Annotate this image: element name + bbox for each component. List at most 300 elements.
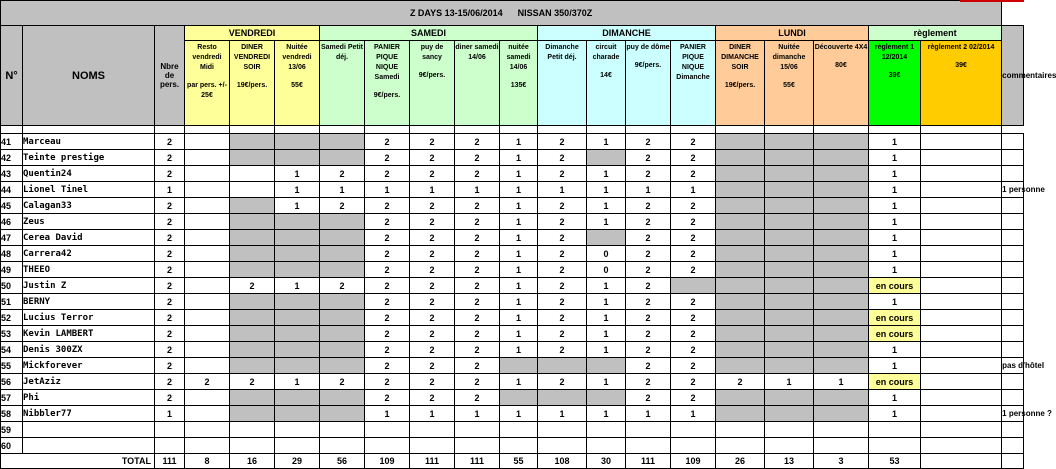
cell-value[interactable]: 2	[320, 198, 365, 214]
cell-nbre[interactable]: 2	[155, 262, 185, 278]
cell-value[interactable]: 1	[587, 198, 626, 214]
cell-value[interactable]	[921, 246, 1002, 262]
cell-value[interactable]	[185, 278, 230, 294]
cell-value[interactable]: 2	[410, 278, 455, 294]
total-cell[interactable]: 53	[869, 454, 921, 469]
cell-value[interactable]: 2	[365, 262, 410, 278]
cell-empty-grey[interactable]	[500, 390, 538, 406]
cell-value[interactable]	[921, 198, 1002, 214]
cell-number[interactable]: 43	[1, 166, 23, 182]
cell-empty-grey[interactable]	[275, 358, 320, 374]
cell-value[interactable]	[185, 390, 230, 406]
cell-commentaire[interactable]	[1002, 166, 1024, 182]
cell-empty-grey[interactable]	[765, 214, 814, 230]
cell-value[interactable]: 2	[455, 278, 500, 294]
cell-name[interactable]	[23, 422, 155, 438]
cell-value[interactable]: 1	[869, 230, 921, 246]
cell-empty-grey[interactable]	[765, 230, 814, 246]
cell-value[interactable]: 1	[587, 294, 626, 310]
cell-value[interactable]: 1	[869, 358, 921, 374]
cell-value[interactable]	[921, 342, 1002, 358]
cell-number[interactable]: 41	[1, 134, 23, 150]
cell-value[interactable]: 1	[500, 198, 538, 214]
cell-commentaire[interactable]: 1 personne	[1002, 182, 1024, 198]
cell-empty-grey[interactable]	[230, 406, 275, 422]
cell-value[interactable]: 1	[587, 310, 626, 326]
cell-value[interactable]	[921, 406, 1002, 422]
header-commentaires[interactable]: commentaires	[1002, 26, 1024, 126]
cell-value[interactable]	[814, 422, 869, 438]
subheader-cell[interactable]	[587, 41, 626, 126]
subheader-cell[interactable]	[320, 41, 365, 126]
cell-value[interactable]: 1	[869, 198, 921, 214]
cell-value[interactable]: 2	[626, 374, 671, 390]
cell-value[interactable]: 1	[538, 182, 587, 198]
cell-value[interactable]: 2	[455, 326, 500, 342]
cell-value[interactable]: 1	[869, 134, 921, 150]
cell-value[interactable]: 2	[538, 198, 587, 214]
cell-value[interactable]: 2	[671, 134, 716, 150]
cell-nbre[interactable]: 1	[155, 406, 185, 422]
cell-commentaire[interactable]: pas d'hôtel	[1002, 358, 1024, 374]
cell-commentaire[interactable]	[1002, 294, 1024, 310]
cell-value[interactable]: 2	[410, 246, 455, 262]
cell-number[interactable]: 54	[1, 342, 23, 358]
cell-value[interactable]	[921, 262, 1002, 278]
cell-value[interactable]: 1	[365, 406, 410, 422]
cell-value[interactable]	[765, 422, 814, 438]
cell-empty-grey[interactable]	[275, 246, 320, 262]
total-cell[interactable]: 3	[814, 454, 869, 469]
cell-name[interactable]: Lionel Tinel	[23, 182, 155, 198]
cell-commentaire[interactable]	[1002, 198, 1024, 214]
cell-value[interactable]: 2	[410, 326, 455, 342]
cell-empty-grey[interactable]	[230, 246, 275, 262]
cell-empty-grey[interactable]	[765, 166, 814, 182]
cell-value[interactable]: 1	[500, 134, 538, 150]
cell-name[interactable]	[23, 438, 155, 454]
cell-value[interactable]	[814, 438, 869, 454]
cell-name[interactable]: BERNY	[23, 294, 155, 310]
cell-commentaire[interactable]	[1002, 134, 1024, 150]
cell-empty-grey[interactable]	[275, 390, 320, 406]
cell-empty-grey[interactable]	[587, 390, 626, 406]
cell-value[interactable]: 2	[626, 390, 671, 406]
cell-empty-grey[interactable]	[275, 406, 320, 422]
cell-commentaire[interactable]: 1 personne ?	[1002, 406, 1024, 422]
subheader-cell[interactable]	[365, 41, 410, 126]
cell-value[interactable]: 0	[587, 246, 626, 262]
cell-value[interactable]: 2	[626, 134, 671, 150]
cell-empty-grey[interactable]	[716, 166, 765, 182]
cell-value[interactable]: 2	[365, 246, 410, 262]
cell-empty-grey[interactable]	[814, 310, 869, 326]
cell-empty-grey[interactable]	[230, 390, 275, 406]
cell-value[interactable]: 2	[626, 166, 671, 182]
cell-empty-grey[interactable]	[320, 342, 365, 358]
cell-empty-grey[interactable]	[230, 358, 275, 374]
cell-value[interactable]: 2	[455, 134, 500, 150]
cell-empty-grey[interactable]	[765, 278, 814, 294]
cell-value[interactable]	[587, 438, 626, 454]
cell-value[interactable]: 2	[626, 150, 671, 166]
cell-empty-grey[interactable]	[320, 134, 365, 150]
cell-empty-grey[interactable]	[716, 182, 765, 198]
cell-value[interactable]: 2	[671, 214, 716, 230]
cell-empty-grey[interactable]	[275, 150, 320, 166]
total-cell[interactable]: 55	[500, 454, 538, 469]
cell-value[interactable]: 1	[365, 182, 410, 198]
cell-number[interactable]: 55	[1, 358, 23, 374]
cell-empty-grey[interactable]	[716, 342, 765, 358]
cell-value[interactable]: 2	[538, 166, 587, 182]
cell-value[interactable]: 2	[538, 150, 587, 166]
cell-empty-grey[interactable]	[814, 230, 869, 246]
cell-value[interactable]: 2	[455, 198, 500, 214]
cell-value[interactable]: 1	[626, 182, 671, 198]
cell-value[interactable]: 1	[671, 406, 716, 422]
cell-name[interactable]: Lucius Terror	[23, 310, 155, 326]
cell-empty-grey[interactable]	[320, 310, 365, 326]
cell-value[interactable]: 1	[626, 406, 671, 422]
cell-value[interactable]	[921, 214, 1002, 230]
cell-value[interactable]	[185, 438, 230, 454]
cell-value[interactable]	[921, 438, 1002, 454]
cell-value[interactable]: 2	[455, 230, 500, 246]
cell-value[interactable]	[185, 422, 230, 438]
cell-nbre[interactable]: 2	[155, 198, 185, 214]
cell-number[interactable]: 57	[1, 390, 23, 406]
cell-commentaire[interactable]	[1002, 150, 1024, 166]
cell-number[interactable]: 53	[1, 326, 23, 342]
cell-empty-grey[interactable]	[814, 390, 869, 406]
cell-empty-grey[interactable]	[230, 214, 275, 230]
cell-empty-grey[interactable]	[765, 134, 814, 150]
cell-value[interactable]	[275, 422, 320, 438]
cell-value[interactable]: 1	[500, 214, 538, 230]
cell-value[interactable]: 2	[455, 214, 500, 230]
cell-value[interactable]: 2	[365, 326, 410, 342]
cell-nbre[interactable]	[155, 422, 185, 438]
cell-value[interactable]	[410, 438, 455, 454]
cell-value[interactable]	[921, 230, 1002, 246]
cell-value[interactable]: 1	[587, 342, 626, 358]
cell-reglement-status[interactable]: en cours	[869, 326, 921, 342]
subheader-cell[interactable]	[230, 41, 275, 126]
cell-value[interactable]: 1	[275, 198, 320, 214]
cell-value[interactable]	[185, 134, 230, 150]
cell-value[interactable]	[921, 374, 1002, 390]
cell-commentaire[interactable]	[1002, 390, 1024, 406]
cell-value[interactable]: 2	[455, 310, 500, 326]
cell-empty-grey[interactable]	[538, 390, 587, 406]
cell-value[interactable]: 1	[500, 262, 538, 278]
cell-empty-grey[interactable]	[765, 390, 814, 406]
cell-nbre[interactable]: 2	[155, 246, 185, 262]
total-nbre[interactable]: 111	[155, 454, 185, 469]
cell-value[interactable]: 2	[410, 134, 455, 150]
header-group-reglement[interactable]: règlement	[869, 26, 1002, 41]
cell-name[interactable]: Kevin LAMBERT	[23, 326, 155, 342]
cell-nbre[interactable]: 2	[155, 166, 185, 182]
cell-value[interactable]: 2	[626, 326, 671, 342]
cell-value[interactable]: 1	[587, 374, 626, 390]
cell-empty-grey[interactable]	[814, 182, 869, 198]
cell-empty-grey[interactable]	[814, 358, 869, 374]
cell-value[interactable]	[185, 198, 230, 214]
cell-value[interactable]	[869, 422, 921, 438]
cell-value[interactable]: 2	[365, 342, 410, 358]
cell-value[interactable]: 2	[538, 134, 587, 150]
subheader-cell[interactable]	[538, 41, 587, 126]
cell-value[interactable]: 1	[500, 406, 538, 422]
cell-empty-grey[interactable]	[814, 278, 869, 294]
cell-value[interactable]: 1	[814, 374, 869, 390]
cell-nbre[interactable]: 2	[155, 358, 185, 374]
cell-empty-grey[interactable]	[230, 198, 275, 214]
cell-reglement-status[interactable]: en cours	[869, 374, 921, 390]
cell-empty-grey[interactable]	[814, 342, 869, 358]
cell-value[interactable]: 1	[275, 278, 320, 294]
cell-empty-grey[interactable]	[230, 310, 275, 326]
cell-name[interactable]: Quentin24	[23, 166, 155, 182]
cell-empty-grey[interactable]	[275, 262, 320, 278]
cell-number[interactable]: 51	[1, 294, 23, 310]
cell-value[interactable]: 2	[455, 342, 500, 358]
cell-value[interactable]	[185, 214, 230, 230]
cell-value[interactable]: 2	[455, 166, 500, 182]
cell-number[interactable]: 46	[1, 214, 23, 230]
subheader-cell[interactable]	[814, 41, 869, 126]
cell-value[interactable]: 2	[455, 246, 500, 262]
cell-nbre[interactable]: 2	[155, 310, 185, 326]
cell-nbre[interactable]: 2	[155, 342, 185, 358]
total-cell[interactable]: 13	[765, 454, 814, 469]
cell-value[interactable]	[921, 278, 1002, 294]
cell-value[interactable]: 1	[500, 326, 538, 342]
cell-empty-grey[interactable]	[716, 198, 765, 214]
cell-name[interactable]: Nibbler77	[23, 406, 155, 422]
total-cell[interactable]: 111	[410, 454, 455, 469]
header-noms[interactable]: NOMS	[23, 26, 155, 126]
cell-value[interactable]: 2	[455, 358, 500, 374]
total-cell[interactable]: 111	[455, 454, 500, 469]
cell-value[interactable]	[185, 406, 230, 422]
cell-empty-grey[interactable]	[275, 134, 320, 150]
cell-number[interactable]: 50	[1, 278, 23, 294]
cell-commentaire[interactable]	[1002, 214, 1024, 230]
cell-value[interactable]	[185, 358, 230, 374]
cell-empty-grey[interactable]	[814, 262, 869, 278]
cell-value[interactable]	[230, 422, 275, 438]
cell-value[interactable]: 1	[587, 134, 626, 150]
cell-number[interactable]: 47	[1, 230, 23, 246]
cell-value[interactable]: 2	[410, 198, 455, 214]
cell-empty-grey[interactable]	[716, 150, 765, 166]
cell-value[interactable]: 2	[538, 262, 587, 278]
subheader-cell[interactable]	[500, 41, 538, 126]
cell-name[interactable]: Cerea David	[23, 230, 155, 246]
cell-empty-grey[interactable]	[814, 198, 869, 214]
cell-value[interactable]: 2	[365, 278, 410, 294]
cell-value[interactable]: 1	[587, 278, 626, 294]
cell-value[interactable]: 1	[587, 166, 626, 182]
cell-value[interactable]	[921, 166, 1002, 182]
cell-value[interactable]: 2	[538, 230, 587, 246]
cell-value[interactable]	[185, 342, 230, 358]
subheader-cell[interactable]	[626, 41, 671, 126]
cell-value[interactable]	[671, 438, 716, 454]
cell-empty-grey[interactable]	[230, 294, 275, 310]
total-cell[interactable]: 109	[365, 454, 410, 469]
cell-empty-grey[interactable]	[320, 150, 365, 166]
cell-value[interactable]: 2	[671, 150, 716, 166]
cell-empty-grey[interactable]	[716, 134, 765, 150]
cell-value[interactable]	[921, 358, 1002, 374]
header-group-samedi[interactable]: SAMEDI	[320, 26, 538, 41]
cell-value[interactable]	[230, 182, 275, 198]
cell-value[interactable]: 1	[587, 326, 626, 342]
cell-value[interactable]	[455, 422, 500, 438]
cell-value[interactable]	[320, 438, 365, 454]
cell-value[interactable]	[410, 422, 455, 438]
cell-value[interactable]	[921, 390, 1002, 406]
cell-empty-grey[interactable]	[275, 342, 320, 358]
total-cell[interactable]: 29	[275, 454, 320, 469]
cell-nbre[interactable]: 2	[155, 230, 185, 246]
cell-empty-grey[interactable]	[765, 326, 814, 342]
cell-value[interactable]: 2	[365, 374, 410, 390]
cell-value[interactable]	[185, 182, 230, 198]
cell-empty-grey[interactable]	[587, 230, 626, 246]
cell-value[interactable]	[587, 422, 626, 438]
cell-empty-grey[interactable]	[275, 326, 320, 342]
cell-value[interactable]	[671, 422, 716, 438]
cell-value[interactable]: 2	[365, 310, 410, 326]
cell-empty-grey[interactable]	[765, 358, 814, 374]
cell-value[interactable]: 2	[538, 326, 587, 342]
total-label[interactable]: TOTAL	[1, 454, 155, 469]
cell-commentaire[interactable]	[1002, 262, 1024, 278]
cell-empty-grey[interactable]	[765, 182, 814, 198]
cell-value[interactable]: 2	[365, 214, 410, 230]
cell-empty-grey[interactable]	[716, 358, 765, 374]
subheader-cell[interactable]	[869, 41, 921, 126]
cell-commentaire[interactable]	[1002, 278, 1024, 294]
cell-value[interactable]	[921, 326, 1002, 342]
cell-value[interactable]: 1	[587, 214, 626, 230]
cell-value[interactable]: 1	[500, 310, 538, 326]
cell-value[interactable]: 2	[626, 358, 671, 374]
cell-value[interactable]	[185, 166, 230, 182]
cell-value[interactable]: 1	[671, 182, 716, 198]
cell-value[interactable]: 2	[365, 166, 410, 182]
cell-empty-grey[interactable]	[230, 134, 275, 150]
cell-commentaire[interactable]	[1002, 326, 1024, 342]
cell-empty-grey[interactable]	[765, 246, 814, 262]
cell-nbre[interactable]: 1	[155, 182, 185, 198]
subheader-cell[interactable]	[455, 41, 500, 126]
cell-value[interactable]: 2	[410, 374, 455, 390]
cell-empty-grey[interactable]	[320, 358, 365, 374]
subheader-cell[interactable]	[275, 41, 320, 126]
total-cell[interactable]: 8	[185, 454, 230, 469]
cell-value[interactable]: 2	[626, 278, 671, 294]
cell-empty-grey[interactable]	[320, 294, 365, 310]
cell-value[interactable]: 2	[538, 246, 587, 262]
total-cell[interactable]: 16	[230, 454, 275, 469]
cell-value[interactable]: 1	[500, 230, 538, 246]
cell-empty-grey[interactable]	[320, 390, 365, 406]
cell-value[interactable]	[185, 310, 230, 326]
cell-empty-grey[interactable]	[765, 342, 814, 358]
cell-value[interactable]: 2	[410, 294, 455, 310]
cell-value[interactable]	[538, 422, 587, 438]
cell-value[interactable]: 1	[869, 214, 921, 230]
cell-value[interactable]: 2	[365, 390, 410, 406]
cell-value[interactable]: 1	[869, 150, 921, 166]
cell-empty-grey[interactable]	[716, 246, 765, 262]
cell-value[interactable]	[538, 438, 587, 454]
cell-value[interactable]: 2	[671, 326, 716, 342]
cell-commentaire[interactable]	[1002, 310, 1024, 326]
cell-value[interactable]: 1	[275, 374, 320, 390]
cell-value[interactable]: 2	[671, 262, 716, 278]
cell-value[interactable]	[921, 150, 1002, 166]
cell-name[interactable]: Zeus	[23, 214, 155, 230]
cell-empty-grey[interactable]	[814, 246, 869, 262]
cell-empty-grey[interactable]	[765, 294, 814, 310]
cell-commentaire[interactable]	[1002, 342, 1024, 358]
cell-value[interactable]: 2	[626, 342, 671, 358]
cell-empty-grey[interactable]	[814, 294, 869, 310]
cell-value[interactable]	[765, 438, 814, 454]
cell-empty-grey[interactable]	[716, 278, 765, 294]
cell-value[interactable]: 2	[671, 246, 716, 262]
cell-commentaire[interactable]	[1002, 374, 1024, 390]
cell-value[interactable]	[716, 422, 765, 438]
cell-empty-grey[interactable]	[320, 230, 365, 246]
cell-value[interactable]: 1	[869, 246, 921, 262]
cell-value[interactable]: 2	[671, 198, 716, 214]
subheader-cell[interactable]	[410, 41, 455, 126]
cell-value[interactable]	[185, 262, 230, 278]
cell-value[interactable]: 2	[671, 342, 716, 358]
cell-value[interactable]	[275, 438, 320, 454]
cell-value[interactable]: 1	[320, 182, 365, 198]
cell-empty-grey[interactable]	[275, 310, 320, 326]
cell-reglement-status[interactable]: en cours	[869, 278, 921, 294]
cell-value[interactable]: 1	[500, 246, 538, 262]
cell-nbre[interactable]: 2	[155, 278, 185, 294]
cell-name[interactable]: Calagan33	[23, 198, 155, 214]
sheet-title[interactable]: Z DAYS 13-15/06/2014 NISSAN 350/370Z	[1, 1, 1002, 26]
cell-number[interactable]: 56	[1, 374, 23, 390]
cell-value[interactable]	[716, 438, 765, 454]
cell-nbre[interactable]: 2	[155, 214, 185, 230]
cell-value[interactable]	[230, 438, 275, 454]
cell-empty-grey[interactable]	[814, 150, 869, 166]
cell-empty-grey[interactable]	[716, 230, 765, 246]
cell-empty-grey[interactable]	[671, 278, 716, 294]
cell-empty-grey[interactable]	[230, 342, 275, 358]
cell-number[interactable]: 48	[1, 246, 23, 262]
cell-empty-grey[interactable]	[320, 246, 365, 262]
subheader-cell[interactable]	[921, 41, 1002, 126]
cell-value[interactable]: 2	[320, 374, 365, 390]
subheader-cell[interactable]	[716, 41, 765, 126]
cell-value[interactable]: 2	[410, 390, 455, 406]
